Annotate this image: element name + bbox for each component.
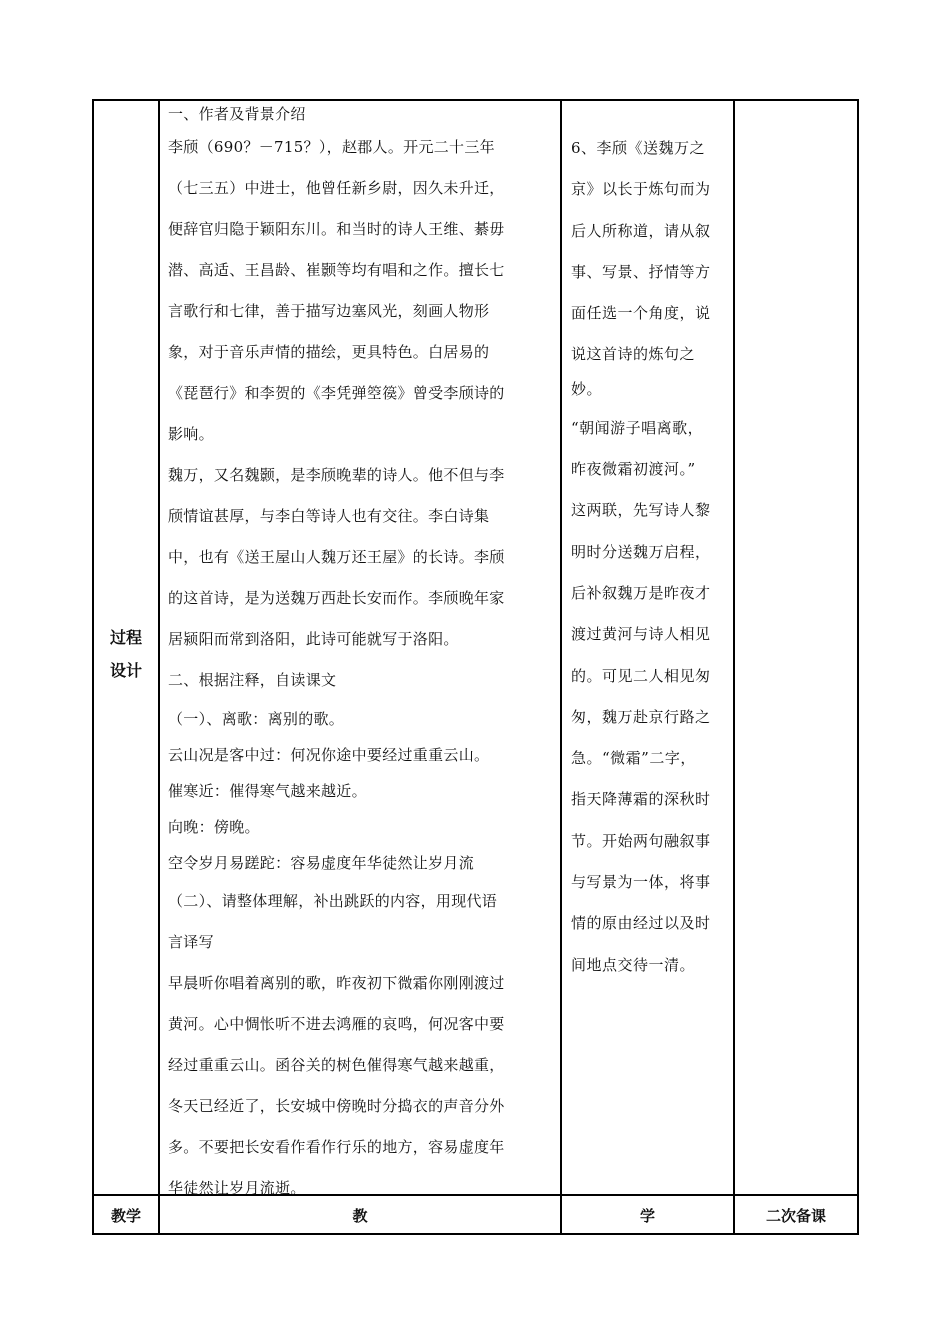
teaching-text-line: 催寒近：催得寒气越来越近。: [168, 782, 367, 800]
column-divider-2: [560, 99, 562, 1235]
teaching-text-line: 的这首诗，是为送魏万西赴长安而作。李颀晚年家: [168, 589, 505, 607]
student-activity-cell: [571, 128, 731, 986]
teaching-text-line: 黄河。心中惆怅听不进去鸿雁的哀鸣，何况客中要: [168, 1015, 505, 1033]
teaching-text-line: 言歌行和七律，善于描写边塞风光，刻画人物形: [168, 302, 490, 320]
teaching-text-line: 李颀（690？－715？），赵郡人。开元二十三年: [168, 138, 495, 156]
activity-text-line: 后补叙魏万是昨夜才: [571, 583, 711, 602]
teaching-text-line: 居颍阳而常到洛阳，此诗可能就写于洛阳。: [168, 630, 459, 648]
footer-teaching-label: 教学: [110, 1207, 141, 1225]
column-divider-3: [733, 99, 735, 1235]
teaching-text-line: 多。不要把长安看作看作行乐的地方，容易虚度年: [168, 1138, 505, 1156]
activity-text-line: 间地点交待一清。: [571, 955, 696, 974]
teaching-text-line: 《琵琶行》和李贺的《李凭弹箜篌》曾受李颀诗的: [168, 384, 505, 402]
teaching-text-line: 影响。: [168, 425, 214, 443]
row-label-cell: [94, 101, 158, 1194]
activity-text-line: 急。“微霜”二字，: [571, 749, 696, 768]
activity-text-line: 明时分送魏万启程，: [571, 542, 711, 561]
teaching-text-line: 中，也有《送王屋山人魏万还王屋》的长诗。李颀: [168, 548, 505, 566]
activity-text-line: 的。可见二人相见匆: [571, 666, 711, 685]
teaching-text-line: 二、根据注释，自读课文: [168, 671, 337, 689]
teaching-text-line: 华徒然让岁月流逝。: [168, 1179, 306, 1197]
activity-text-line: 情的原由经过以及时: [571, 914, 711, 933]
activity-text-line: 这两联，先写诗人黎: [571, 501, 711, 520]
footer-learn-label: 学: [639, 1207, 655, 1225]
column-divider-1: [158, 99, 160, 1235]
teaching-text-line: 早晨听你唱着离别的歌，昨夜初下微霜你刚刚渡过: [168, 974, 505, 992]
activity-text-line: 6、李颀《送魏万之: [571, 139, 706, 157]
teaching-text-line: 便辞官归隐于颖阳东川。和当时的诗人王维、綦毋: [168, 220, 505, 238]
table-right-border: [857, 99, 859, 1235]
activity-text-line: 与写景为一体，将事: [571, 873, 711, 892]
activity-text-line: 节。开始两句融叙事: [571, 831, 711, 850]
teaching-text-line: （二）、请整体理解，补出跳跃的内容，用现代语: [168, 892, 498, 910]
activity-text-line: 事、写景、抒情等方: [571, 262, 711, 281]
activity-text-line: 面任选一个角度，说: [571, 304, 711, 323]
activity-text-line: 匆，魏万赴京行路之: [571, 707, 711, 726]
teaching-text-line: 冬天已经近了，长安城中傍晚时分捣衣的声音分外: [168, 1097, 505, 1115]
teaching-text-line: 魏万，又名魏颢，是李颀晚辈的诗人。他不但与李: [168, 466, 505, 484]
activity-text-line: 后人所称道，请从叙: [571, 221, 711, 240]
teaching-content-cell: [168, 101, 554, 1209]
activity-text-line: “朝闻游子唱离歌，: [571, 418, 704, 437]
teaching-text-line: 云山况是客中过：何况你途中要经过重重云山。: [168, 746, 490, 764]
footer-second-prep-label: 二次备课: [765, 1207, 826, 1225]
activity-text-line: 指天降薄霜的深秋时: [571, 790, 711, 809]
teaching-text-line: 经过重重云山。函谷关的树色催得寒气越来越重，: [168, 1056, 505, 1074]
activity-text-line: 妙。: [571, 379, 603, 398]
row-label-line-2: 设计: [109, 661, 142, 680]
activity-text-line: 昨夜微霜初渡河。”: [571, 460, 696, 479]
teaching-text-line: 言译写: [168, 933, 214, 951]
teaching-text-line: 空令岁月易蹉跎：容易虚度年华徒然让岁月流: [168, 854, 475, 872]
teaching-text-line: 象，对于音乐声情的描绘，更具特色。白居易的: [168, 343, 490, 361]
row-label-line-1: 过程: [109, 628, 142, 647]
teaching-text-line: 颀情谊甚厚，与李白等诗人也有交往。李白诗集: [168, 507, 490, 525]
teaching-text-line: （七三五）中进士，他曾任新乡尉，因久未升迁，: [168, 179, 505, 197]
activity-text-line: 渡过黄河与诗人相见: [571, 625, 711, 644]
footer-teach-label: 教: [352, 1207, 368, 1225]
teaching-text-line: 向晚：傍晚。: [168, 818, 260, 836]
activity-text-line: 京》以长于炼句而为: [571, 180, 711, 199]
teaching-text-line: （一）、离歌：离别的歌。: [168, 710, 345, 728]
activity-text-line: 说这首诗的炼句之: [571, 345, 696, 364]
teaching-text-line: 一、作者及背景介绍: [168, 105, 306, 123]
teaching-text-line: 潜、高适、王昌龄、崔颢等均有唱和之作。擅长七: [168, 261, 505, 279]
